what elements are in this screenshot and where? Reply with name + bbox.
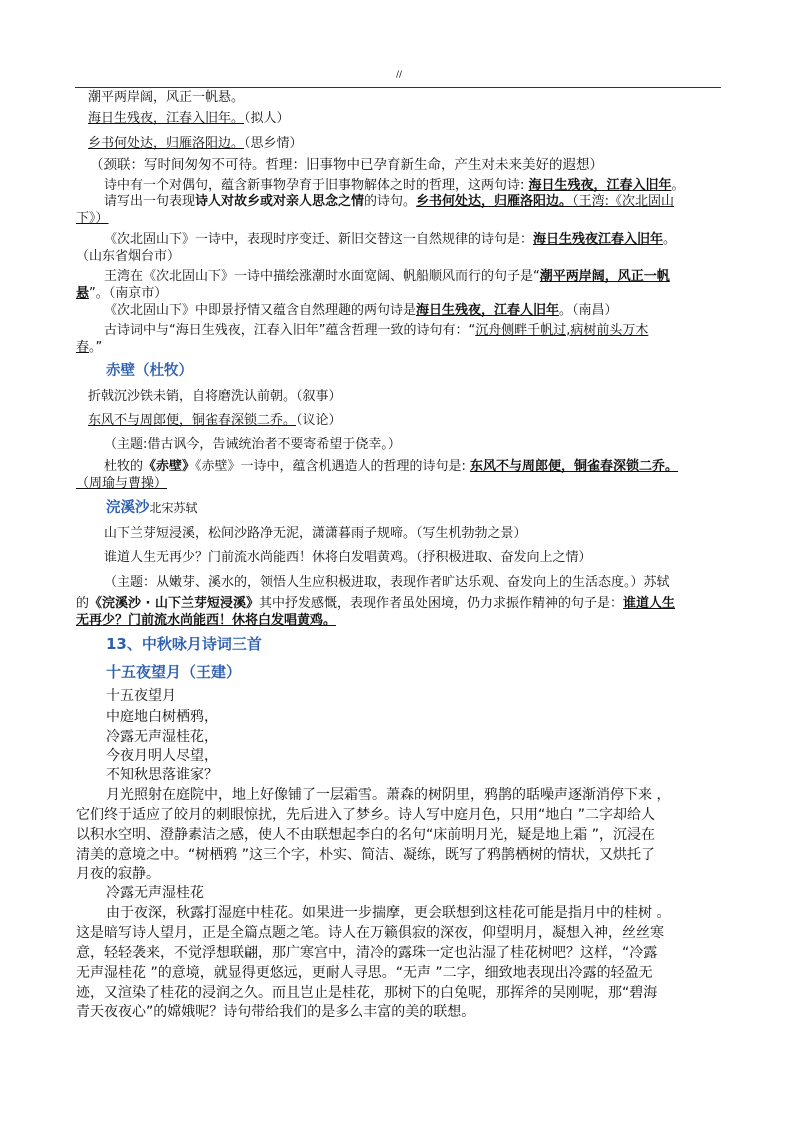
- poem-title: 十五夜望月: [106, 688, 176, 704]
- paragraph-line: 意，轻轻袭来，不觉浮想联翩，那广寒宫中，清冷的露珠一定也沾湿了桂花树吧？这样，“冷露: [76, 945, 658, 961]
- exercise-line: [104, 231, 676, 249]
- question: 《赤壁》一诗中，蕴含机遇造人的哲理的诗句是:: [195, 459, 471, 474]
- punct: 。”: [89, 340, 103, 355]
- page-header-mark: //: [396, 70, 403, 80]
- source: ”。（南京市）: [89, 286, 168, 301]
- emphasis: 《浣溪沙 · 山下兰芽短浸溪》: [89, 596, 260, 611]
- emphasis: 《赤壁》: [143, 459, 196, 474]
- analysis-line: （颈联：写时间匆匆不可待。哲理：旧事物中已孕育新生命，产生对未来美好的遐想）: [90, 157, 603, 173]
- poem-heading-wangyue: 十五夜望月（王建）: [106, 663, 242, 681]
- exercise-line: [104, 458, 678, 476]
- question: 的: [76, 596, 90, 611]
- answer: 潮平两岸阔，风正一帆: [539, 269, 670, 284]
- answer: 东风不与周郎便，铜雀春深锁二乔。: [470, 459, 679, 474]
- poem-heading-chibi: 赤壁（杜牧）: [106, 363, 193, 379]
- theme-line: （主题:借古讽今，告诫统治者不要寄希望于侥幸。）: [104, 437, 401, 452]
- annotation: （拟人）: [244, 111, 290, 126]
- poem-line: 谁道人生无再少？门前流水尚能西！休将白发唱黄鸡。（抒积极进取、奋发向上之情）: [104, 550, 592, 565]
- paragraph-line: 月夜的寂静。: [76, 866, 160, 882]
- poem-line: [88, 110, 290, 128]
- question: 杜牧的: [104, 459, 144, 474]
- question: 王湾在《次北固山下》一诗中描绘涨潮时水面宽阔、帆船顺风而行的句子是“: [104, 269, 540, 284]
- exercise-line: [104, 193, 674, 211]
- emphasis: 诗人对故乡或对亲人思念之情: [195, 194, 365, 209]
- poem-heading-huanxisha: [106, 497, 198, 520]
- paragraph-line: 青天夜夜心”的嫦娥呢？诗句带给我们的是多么丰富的美的联想。: [76, 1004, 476, 1020]
- poem-line: 山下兰芽短浸溪，松间沙路净无泥，潇潇暮雨子规啼。（写生机勃勃之景）: [104, 526, 527, 541]
- question: 《次北固山下》中即景抒情又蕴含自然理趣的两句诗是: [104, 303, 417, 318]
- answer: 海日生残夜，江春入旧年: [528, 178, 672, 193]
- heading-author: 北宋苏轼: [149, 501, 198, 515]
- answer: 悬: [76, 286, 90, 301]
- answer: 海日生残夜江春入旧年: [533, 232, 664, 247]
- answer: 谁道人生: [623, 596, 676, 611]
- paragraph-line: 迹，又渲染了桂花的浸润之久。而且岂止是桂花，那树下的白兔呢，那挥斧的吴刚呢，那“碧海: [76, 985, 658, 1001]
- exercise-line: [104, 268, 670, 286]
- poem-line: 潮平两岸阔，风正一帆悬。: [88, 90, 245, 105]
- paragraph-line: 月光照射在庭院中，地上好像铺了一层霜雪。萧森的树阴里，鸦鹊的聒噪声逐渐消停下来 ，: [106, 787, 671, 803]
- poem-line: 冷露无声湿桂花，: [106, 729, 218, 745]
- paragraph-line: 清美的意境之中。“树栖鸦 ”这三个字，朴实、简洁、凝练，既写了鸦鹊栖树的情状，又烘托了: [76, 847, 655, 863]
- poem-line: [88, 412, 342, 430]
- punct: 。: [663, 232, 677, 247]
- answer: 无再少？门前流水尚能西！休将白发唱黄鸡。: [76, 613, 337, 628]
- annotation: （议论）: [296, 413, 342, 428]
- exercise-line: [76, 210, 109, 228]
- poem-line: [88, 135, 303, 153]
- paragraph-line: 这是暗写诗人望月，正是全篇点题之笔。诗人在万籁俱寂的深夜，仰望明月，凝想入神，丝丝寒: [76, 925, 664, 941]
- source: （周瑜与曹操）: [76, 476, 168, 491]
- answer: 海日生残夜，江春人旧年: [416, 303, 560, 318]
- exercise-line: [76, 475, 167, 493]
- annotation: （思乡情）: [244, 136, 303, 151]
- question: 其中抒发感慨，表现作者虽处困境，仍力求振作精神的句子是：: [259, 596, 624, 611]
- question: 古诗词中与“海日生残夜，江春入旧年”蕴含哲理一致的诗句有：“: [104, 323, 476, 338]
- poem-line: 折戟沉沙铁未销，自将磨洗认前朝。（叙事）: [88, 389, 342, 404]
- theme-line: （主题：从嫩芽、溪水的，领悟人生应积极进取，表现作者旷达乐观、奋发向上的生活态度。）苏轼: [104, 575, 670, 590]
- poem-line: 中庭地白树栖鸦，: [106, 709, 218, 725]
- exercise-line: [104, 322, 648, 340]
- answer: 乡书何处达，归雁洛阳边。: [416, 194, 573, 209]
- underlined-verse: 乡书何处达，归雁洛阳边。: [88, 136, 245, 151]
- source: 下》）: [76, 211, 109, 226]
- question: 诗中有一个对偶句，蕴含新事物孕育于旧事物解体之时的哲理，这两句诗:: [104, 178, 529, 193]
- exercise-line: [76, 612, 336, 630]
- heading-title: 浣溪沙: [106, 500, 150, 516]
- exercise-line: [76, 285, 167, 303]
- underlined-verse: 东风不与周郎便，铜雀春深锁二乔。: [88, 413, 297, 428]
- punct: 。: [671, 178, 685, 193]
- source: （王湾:《次北固山: [572, 194, 674, 209]
- header-rule: [75, 87, 721, 88]
- answer: 沉舟侧畔千帆过,病树前头万木: [475, 323, 649, 338]
- question: 请写出一句表现: [104, 194, 196, 209]
- section-heading: 13、中秋咏月诗词三首: [106, 635, 262, 653]
- answer: 春: [76, 340, 90, 355]
- exercise-line: [76, 595, 675, 613]
- poem-line: 不知秋思落谁家？: [106, 767, 218, 783]
- paragraph-line: 它们终于适应了皎月的刺眼惊扰，先后进入了梦乡。诗人写中庭月色，只用“地白 ”二字却给人: [76, 807, 655, 823]
- question: 《次北固山下》一诗中，表现时序变迁、新旧交替这一自然规律的诗句是：: [104, 232, 534, 247]
- subheading-line: 冷露无声湿桂花: [106, 885, 204, 901]
- paragraph-line: 由于夜深，秋露打湿庭中桂花。如果进一步揣摩，更会联想到这桂花可能是指月中的桂树 。: [106, 905, 671, 921]
- question: 的诗句。: [364, 194, 417, 209]
- underlined-verse: 海日生残夜，江春入旧年。: [88, 111, 245, 126]
- exercise-line: [76, 339, 102, 357]
- exercise-source: （山东省烟台市）: [76, 249, 181, 264]
- paragraph-line: 无声湿桂花 ”的意境，就显得更悠远，更耐人寻思。“无声 ”二字，细致地表现出冷露的轻盈无: [76, 965, 653, 981]
- source: 。（南昌）: [559, 303, 618, 318]
- exercise-line: [104, 302, 618, 320]
- paragraph-line: 以积水空明、澄静素洁之感，使人不由联想起李白的名句“床前明月光，疑是地上霜 ”，沉浸在: [76, 827, 655, 843]
- poem-line: 今夜月明人尽望，: [106, 748, 218, 764]
